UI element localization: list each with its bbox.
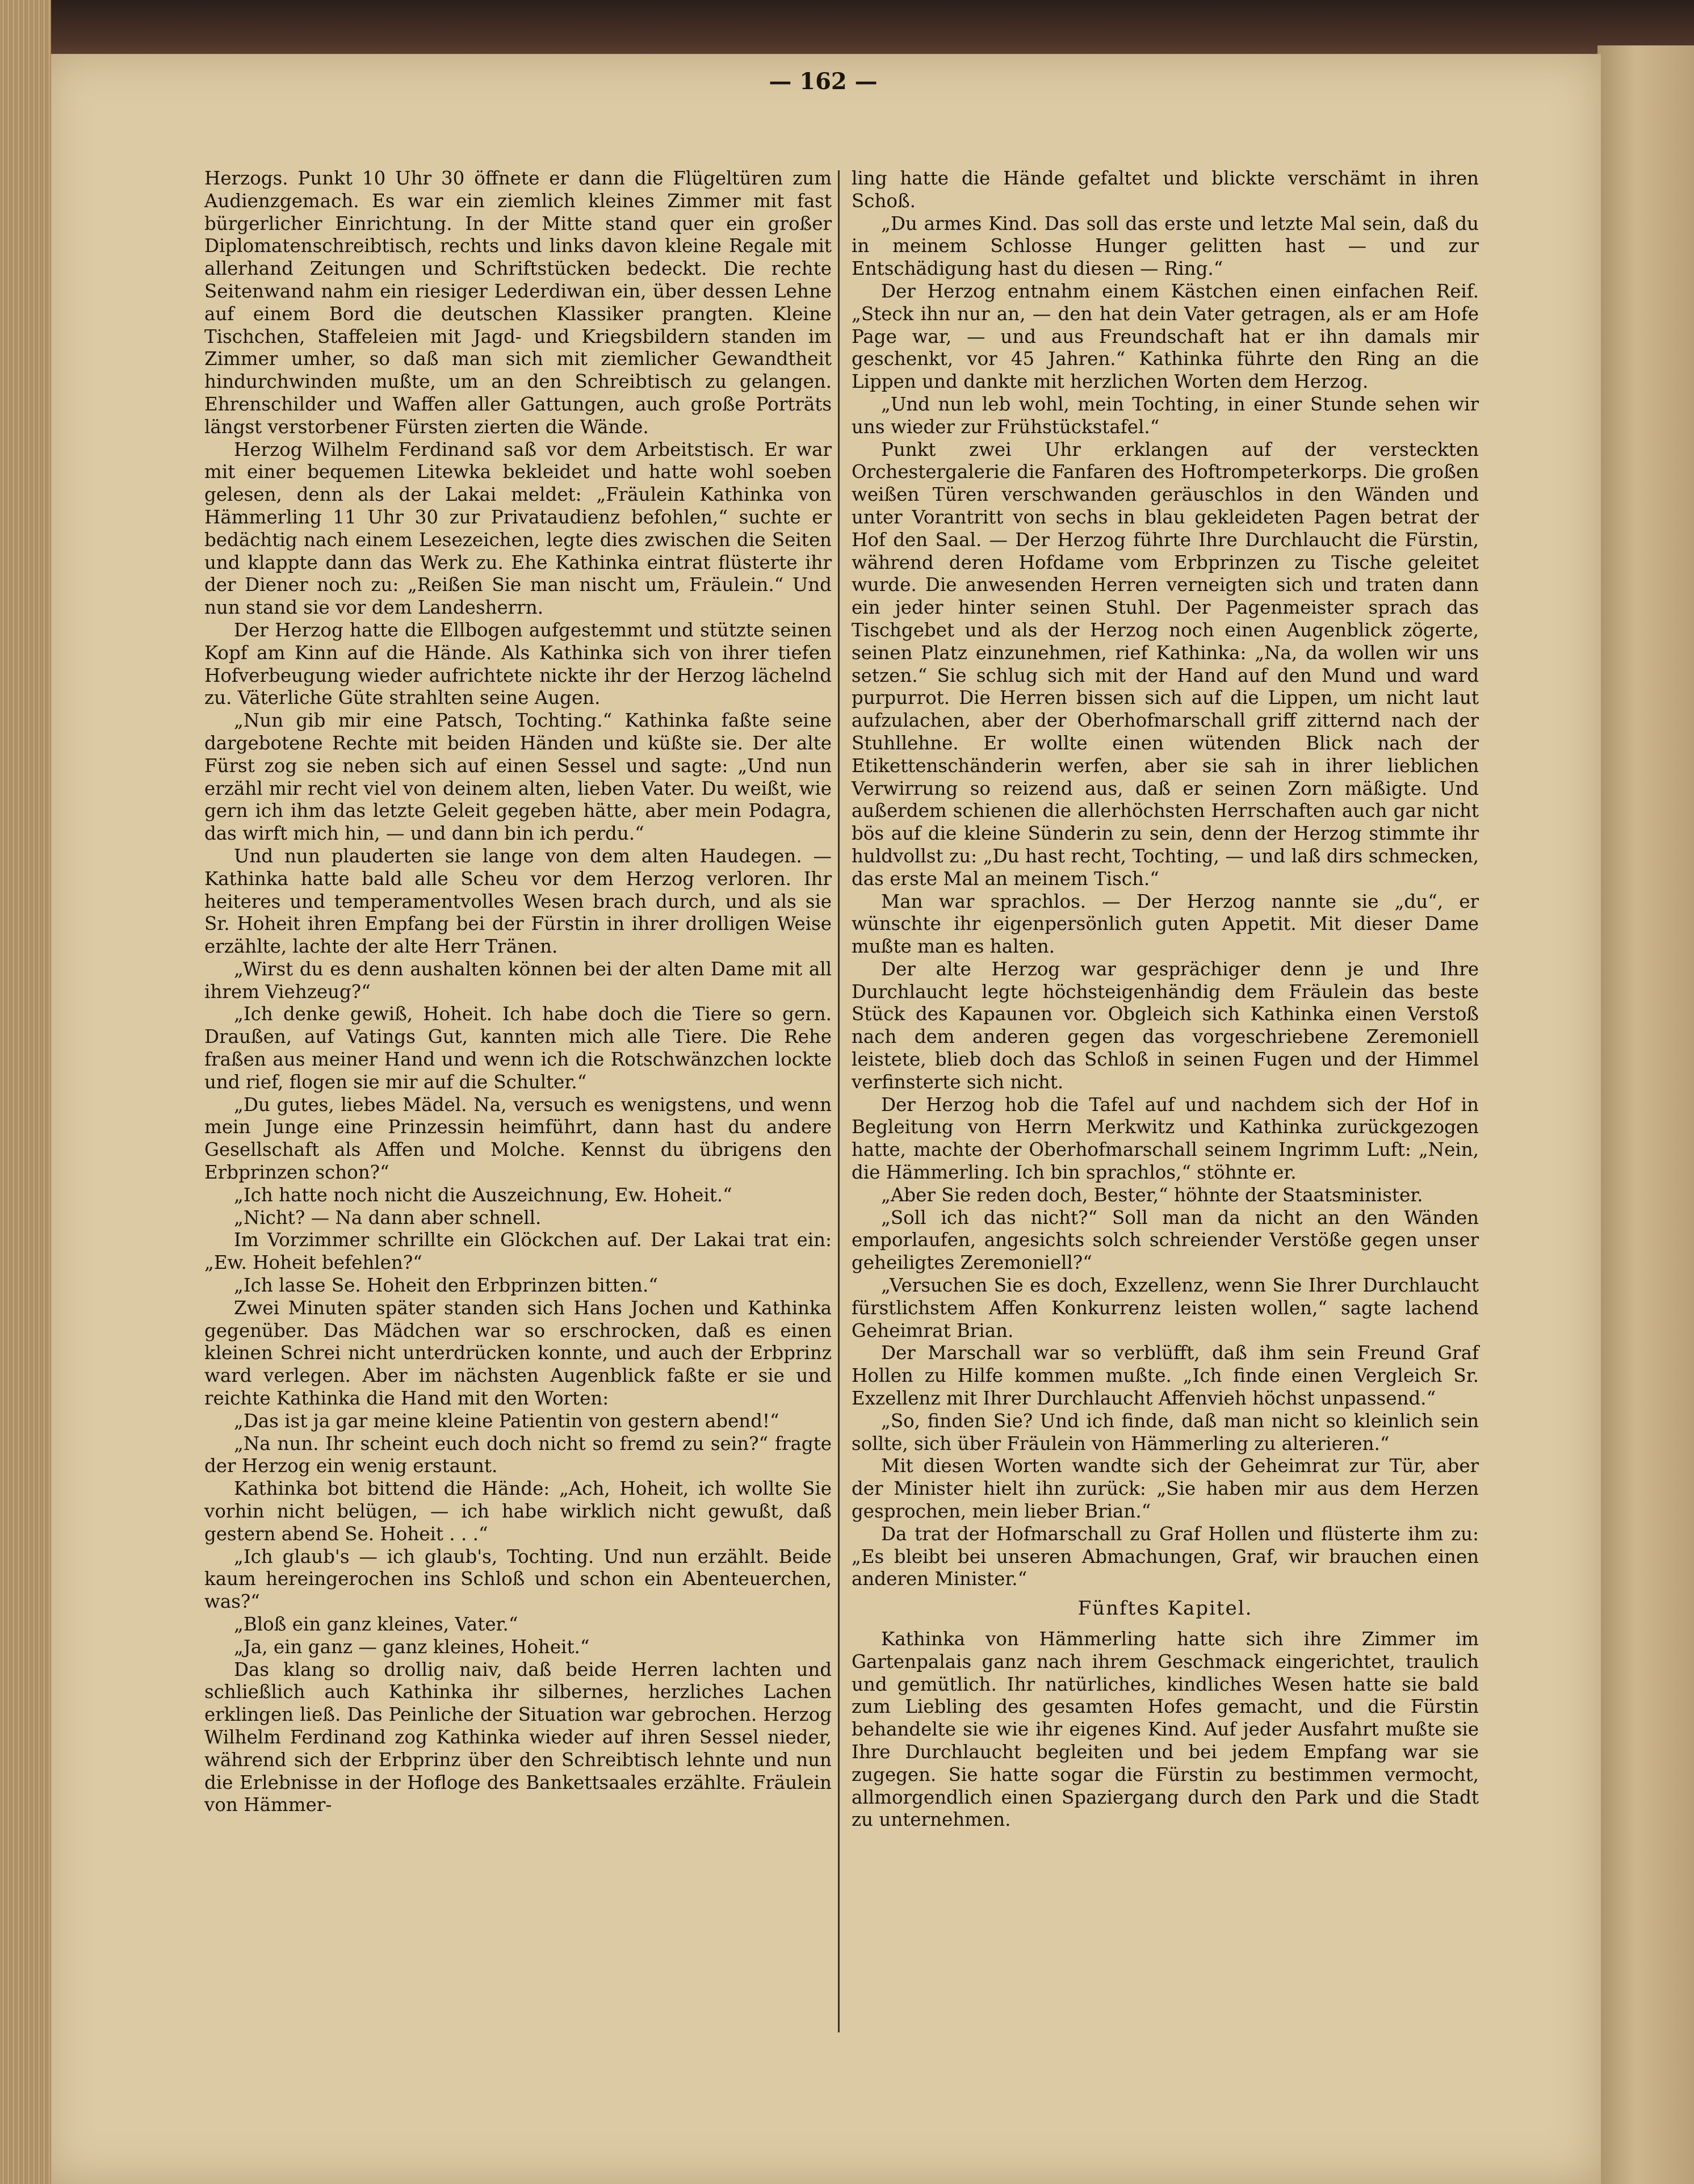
- paragraph: Der alte Herzog war gesprächiger denn je und Ihre Durchlaucht legte höchsteigenhändig dem Fräulein das beste Stück des Kapaunen vor. Obgleich sich Kathinka einen Verstoß nach dem anderen gegen das vorgeschriebene Zeremoniell leistete, blieb doch das Schloß in seinen Fugen und der Himmel verfinsterte sich nicht.: [852, 958, 1479, 1093]
- paragraph: Herzogs. Punkt 10 Uhr 30 öffnete er dann die Flügeltüren zum Audienzgemach. Es war ein ziemlich kleines Zimmer mit fast bürgerlicher Einrichtung. In der Mitte stand quer ein großer Diplomatenschreibtisch, rechts und links davon kleine Regale mit allerhand Zeitungen und Schriftstücken bedeckt. Die rechte Seitenwand nahm ein riesiger Lederdiwan ein, über dessen Lehne auf einem Bord die deutschen Klassiker prangten. Kleine Tischchen, Staffeleien mit Jagd- und Kriegsbildern standen im Zimmer umher, so daß man sich mit ziemlicher Gewandtheit hindurchwinden mußte, um an den Schreibtisch zu gelangen. Ehrenschilder und Waffen aller Gattungen, auch große Porträts längst verstorbener Fürsten zierten die Wände.: [204, 167, 832, 438]
- paragraph: „So, finden Sie? Und ich finde, daß man nicht so kleinlich sein sollte, sich über Fräulein von Hämmerling zu alterieren.“: [852, 1410, 1479, 1454]
- left-text-column: [204, 167, 832, 1817]
- paragraph: Zwei Minuten später standen sich Hans Jochen und Kathinka gegenüber. Das Mädchen war so erschrocken, daß es einen kleinen Schrei nicht unterdrücken konnte, und auch der Erbprinz ward verlegen. Aber im nächsten Augenblick faßte er sie und reichte Kathinka die Hand mit den Worten:: [204, 1297, 832, 1410]
- paragraph: „Bloß ein ganz kleines, Vater.“: [234, 1613, 518, 1635]
- paragraph: „Soll ich das nicht?“ Soll man da nicht an den Wänden emporlaufen, angesichts solch schreiender Verstöße gegen unser geheiligtes Zeremoniell?“: [852, 1206, 1479, 1274]
- paragraph: „Ich glaub's — ich glaub's, Tochting. Und nun erzählt. Beide kaum hereingerochen ins Schloß und schon ein Abenteuerchen, was?“: [204, 1545, 832, 1613]
- right-text-column: [852, 167, 1479, 1831]
- paragraph: „Versuchen Sie es doch, Exzellenz, wenn Sie Ihrer Durchlaucht fürstlichstem Affen Konkurrenz leisten wollen,“ sagte lachend Geheimrat Brian.: [852, 1275, 1479, 1342]
- paragraph: Der Herzog hatte die Ellbogen aufgestemmt und stützte seinen Kopf am Kinn auf die Hände. Als Kathinka sich von ihrer tiefen Hofverbeugung wieder aufrichtete nickte ihr der Herzog lächelnd zu. Väterliche Güte strahlten seine Augen.: [204, 619, 832, 709]
- paragraph: „Und nun leb wohl, mein Tochting, in einer Stunde sehen wir uns wieder zur Frühstückstafel.“: [852, 393, 1479, 438]
- page-number: — 162 —: [769, 68, 878, 95]
- paragraph: „Aber Sie reden doch, Bester,“ höhnte der Staatsminister.: [881, 1184, 1423, 1206]
- book-page-edges-left: [0, 0, 51, 2184]
- paragraph: Der Herzog hob die Tafel auf und nachdem sich der Hof in Begleitung von Herrn Merkwitz und Kathinka zurückgezogen hatte, machte der Oberhofmarschall seinem Ingrimm Luft: „Nein, die Hämmerling. Ich bin sprachlos,“ stöhnte er.: [852, 1093, 1479, 1184]
- paragraph: „Du armes Kind. Das soll das erste und letzte Mal sein, daß du in meinem Schlosse Hunger gelitten hast — und zur Entschädigung hast du diesen — Ring.“: [852, 212, 1479, 280]
- paragraph: „Na nun. Ihr scheint euch doch nicht so fremd zu sein?“ fragte der Herzog ein wenig erstaunt.: [204, 1432, 832, 1477]
- column-divider: [838, 170, 840, 2032]
- paragraph: Im Vorzimmer schrillte ein Glöckchen auf. Der Lakai trat ein: „Ew. Hoheit befehlen?“: [204, 1229, 832, 1274]
- paragraph: „Ich lasse Se. Hoheit den Erbprinzen bitten.“: [234, 1275, 658, 1297]
- paragraph: Da trat der Hofmarschall zu Graf Hollen und flüsterte ihm zu: „Es bleibt bei unseren Abmachungen, Graf, wir brauchen einen anderen Minister.“: [852, 1523, 1479, 1590]
- paragraph: Der Herzog entnahm einem Kästchen einen einfachen Reif. „Steck ihn nur an, — den hat dein Vater getragen, als er am Hofe Page war, — und aus Freundschaft hat er ihn damals mir geschenkt, vor 45 Jahren.“ Kathinka führte den Ring an die Lippen und dankte mit herzlichen Worten dem Herzog.: [852, 280, 1479, 393]
- paragraph: „Nicht? — Na dann aber schnell.: [234, 1206, 542, 1229]
- paragraph: „Nun gib mir eine Patsch, Tochting.“ Kathinka faßte seine dargebotene Rechte mit beiden Händen und küßte sie. Der alte Fürst zog sie neben sich auf einen Sessel und sagte: „Und nun erzähl mir recht viel von deinem alten, lieben Vater. Du weißt, wie gern ich ihm das letzte Geleit gegeben hätte, aber mein Podagra, das wirft mich hin, — und dann bin ich perdu.“: [204, 710, 832, 845]
- paragraph: „Das ist ja gar meine kleine Patientin von gestern abend!“: [234, 1410, 779, 1432]
- paragraph: Man war sprachlos. — Der Herzog nannte sie „du“, er wünschte ihr eigenpersönlich guten Appetit. Mit dieser Dame mußte man es halten.: [852, 890, 1479, 958]
- paragraph: Mit diesen Worten wandte sich der Geheimrat zur Tür, aber der Minister hielt ihn zurück: „Sie haben mir aus dem Herzen gesprochen, mein lieber Brian.“: [852, 1455, 1479, 1523]
- paragraph: Kathinka bot bittend die Hände: „Ach, Hoheit, ich wollte Sie vorhin nicht belügen, — ich habe wirklich nicht gewußt, daß gestern abend Se. Hoheit . . .“: [204, 1478, 832, 1545]
- paragraph: „Ja, ein ganz — ganz kleines, Hoheit.“: [234, 1636, 590, 1658]
- paragraph: Der Marschall war so verblüfft, daß ihm sein Freund Graf Hollen zu Hilfe kommen mußte. „Ich finde einen Vergleich Sr. Exzellenz mit Ihrer Durchlaucht Affenvieh höchst unpassend.“: [852, 1342, 1479, 1410]
- paragraph: Kathinka von Hämmerling hatte sich ihre Zimmer im Gartenpalais ganz nach ihrem Geschmack eingerichtet, traulich und gemütlich. Ihr natürliches, kindliches Wesen hatte sie bald zum Liebling des gesamten Hofes gemacht, und die Fürstin behandelte sie wie ihr eigenes Kind. Auf jeder Ausfahrt mußte sie Ihre Durchlaucht begleiten und bei jedem Empfang war sie zugegen. Sie hatte sogar die Fürstin zu bestimmen vermocht, allmorgendlich einen Spaziergang durch den Park und die Stadt zu unternehmen.: [852, 1628, 1479, 1831]
- paragraph: Herzog Wilhelm Ferdinand saß vor dem Arbeitstisch. Er war mit einer bequemen Litewka bekleidet und hatte wohl soeben gelesen, denn als der Lakai meldet: „Fräulein Kathinka von Hämmerling 11 Uhr 30 zur Privataudienz befohlen,“ suchte er bedächtig nach einem Lesezeichen, legte dies zwischen die Seiten und klappte dann das Werk zu. Ehe Kathinka eintrat flüsterte ihr der Diener noch zu: „Reißen Sie man nischt um, Fräulein.“ Und nun stand sie vor dem Landesherrn.: [204, 438, 832, 619]
- paragraph: ling hatte die Hände gefaltet und blickte verschämt in ihren Schoß.: [852, 167, 1479, 212]
- paragraph: Und nun plauderten sie lange von dem alten Haudegen. — Kathinka hatte bald alle Scheu vor dem Herzog verloren. Ihr heiteres und temperamentvolles Wesen brach durch, und als sie Sr. Hoheit ihren Empfang bei der Fürstin in ihrer drolligen Weise erzählte, lachte der alte Herr Tränen.: [204, 845, 832, 958]
- paragraph: „Ich hatte noch nicht die Auszeichnung, Ew. Hoheit.“: [234, 1184, 732, 1206]
- book-next-page-edge: [1597, 45, 1694, 2184]
- paragraph: Das klang so drollig naiv, daß beide Herren lachten und schließlich auch Kathinka ihr silbernes, herzliches Lachen erklingen ließ. Das Peinliche der Situation war gebrochen. Herzog Wilhelm Ferdinand zog Kathinka wieder auf ihren Sessel nieder, während sich der Erbprinz über den Schreibtisch lehnte und nun die Erlebnisse in der Hofloge des Bankettsaales erzählte. Fräulein von Hämmer-: [204, 1658, 832, 1816]
- chapter-heading: Fünftes Kapitel.: [1077, 1597, 1253, 1620]
- paragraph: „Du gutes, liebes Mädel. Na, versuch es wenigstens, und wenn mein Junge eine Prinzessin heimführt, dann hast du andere Gesellschaft als Affen und Molche. Kennst du übrigens den Erbprinzen schon?“: [204, 1093, 832, 1184]
- paragraph: „Wirst du es denn aushalten können bei der alten Dame mit all ihrem Viehzeug?“: [204, 958, 832, 1003]
- paragraph: „Ich denke gewiß, Hoheit. Ich habe doch die Tiere so gern. Draußen, auf Vatings Gut, kannten mich alle Tiere. Die Rehe fraßen aus meiner Hand und wenn ich die Rotschwänzchen lockte und rief, flogen sie mir auf die Schulter.“: [204, 1003, 832, 1093]
- paragraph: Punkt zwei Uhr erklangen auf der versteckten Orchestergalerie die Fanfaren des Hoftrompeterkorps. Die großen weißen Türen verschwanden geräuschlos in den Wänden und unter Vorantritt von sechs in blau gekleideten Pagen betrat der Hof den Saal. — Der Herzog führte Ihre Durchlaucht die Fürstin, während deren Hofdame vom Erbprinzen zu Tische geleitet wurde. Die anwesenden Herren verneigten sich und traten dann ein jeder hinter seinen Stuhl. Der Pagenmeister sprach das Tischgebet und als der Herzog noch einen Augenblick zögerte, seinen Platz einzunehmen, rief Kathinka: „Na, da wollen wir uns setzen.“ Sie schlug sich mit der Hand auf den Mund und ward purpurrot. Die Herren bissen sich auf die Lippen, um nicht laut aufzulachen, aber der Oberhofmarschall griff zitternd nach der Stuhllehne. Er wollte einen wütenden Blick nach der Etikettenschänderin werfen, aber sie sah in ihrer lieblichen Verwirrung so reizend aus, daß er seinen Zorn mäßigte. Und außerdem schienen die allerhöchsten Herrschaften auch gar nicht bös auf die kleine Sünderin zu sein, denn der Herzog stimmte ihr huldvollst zu: „Du hast recht, Tochting, — und laß dirs schmecken, das erste Mal an meinem Tisch.“: [852, 438, 1479, 890]
